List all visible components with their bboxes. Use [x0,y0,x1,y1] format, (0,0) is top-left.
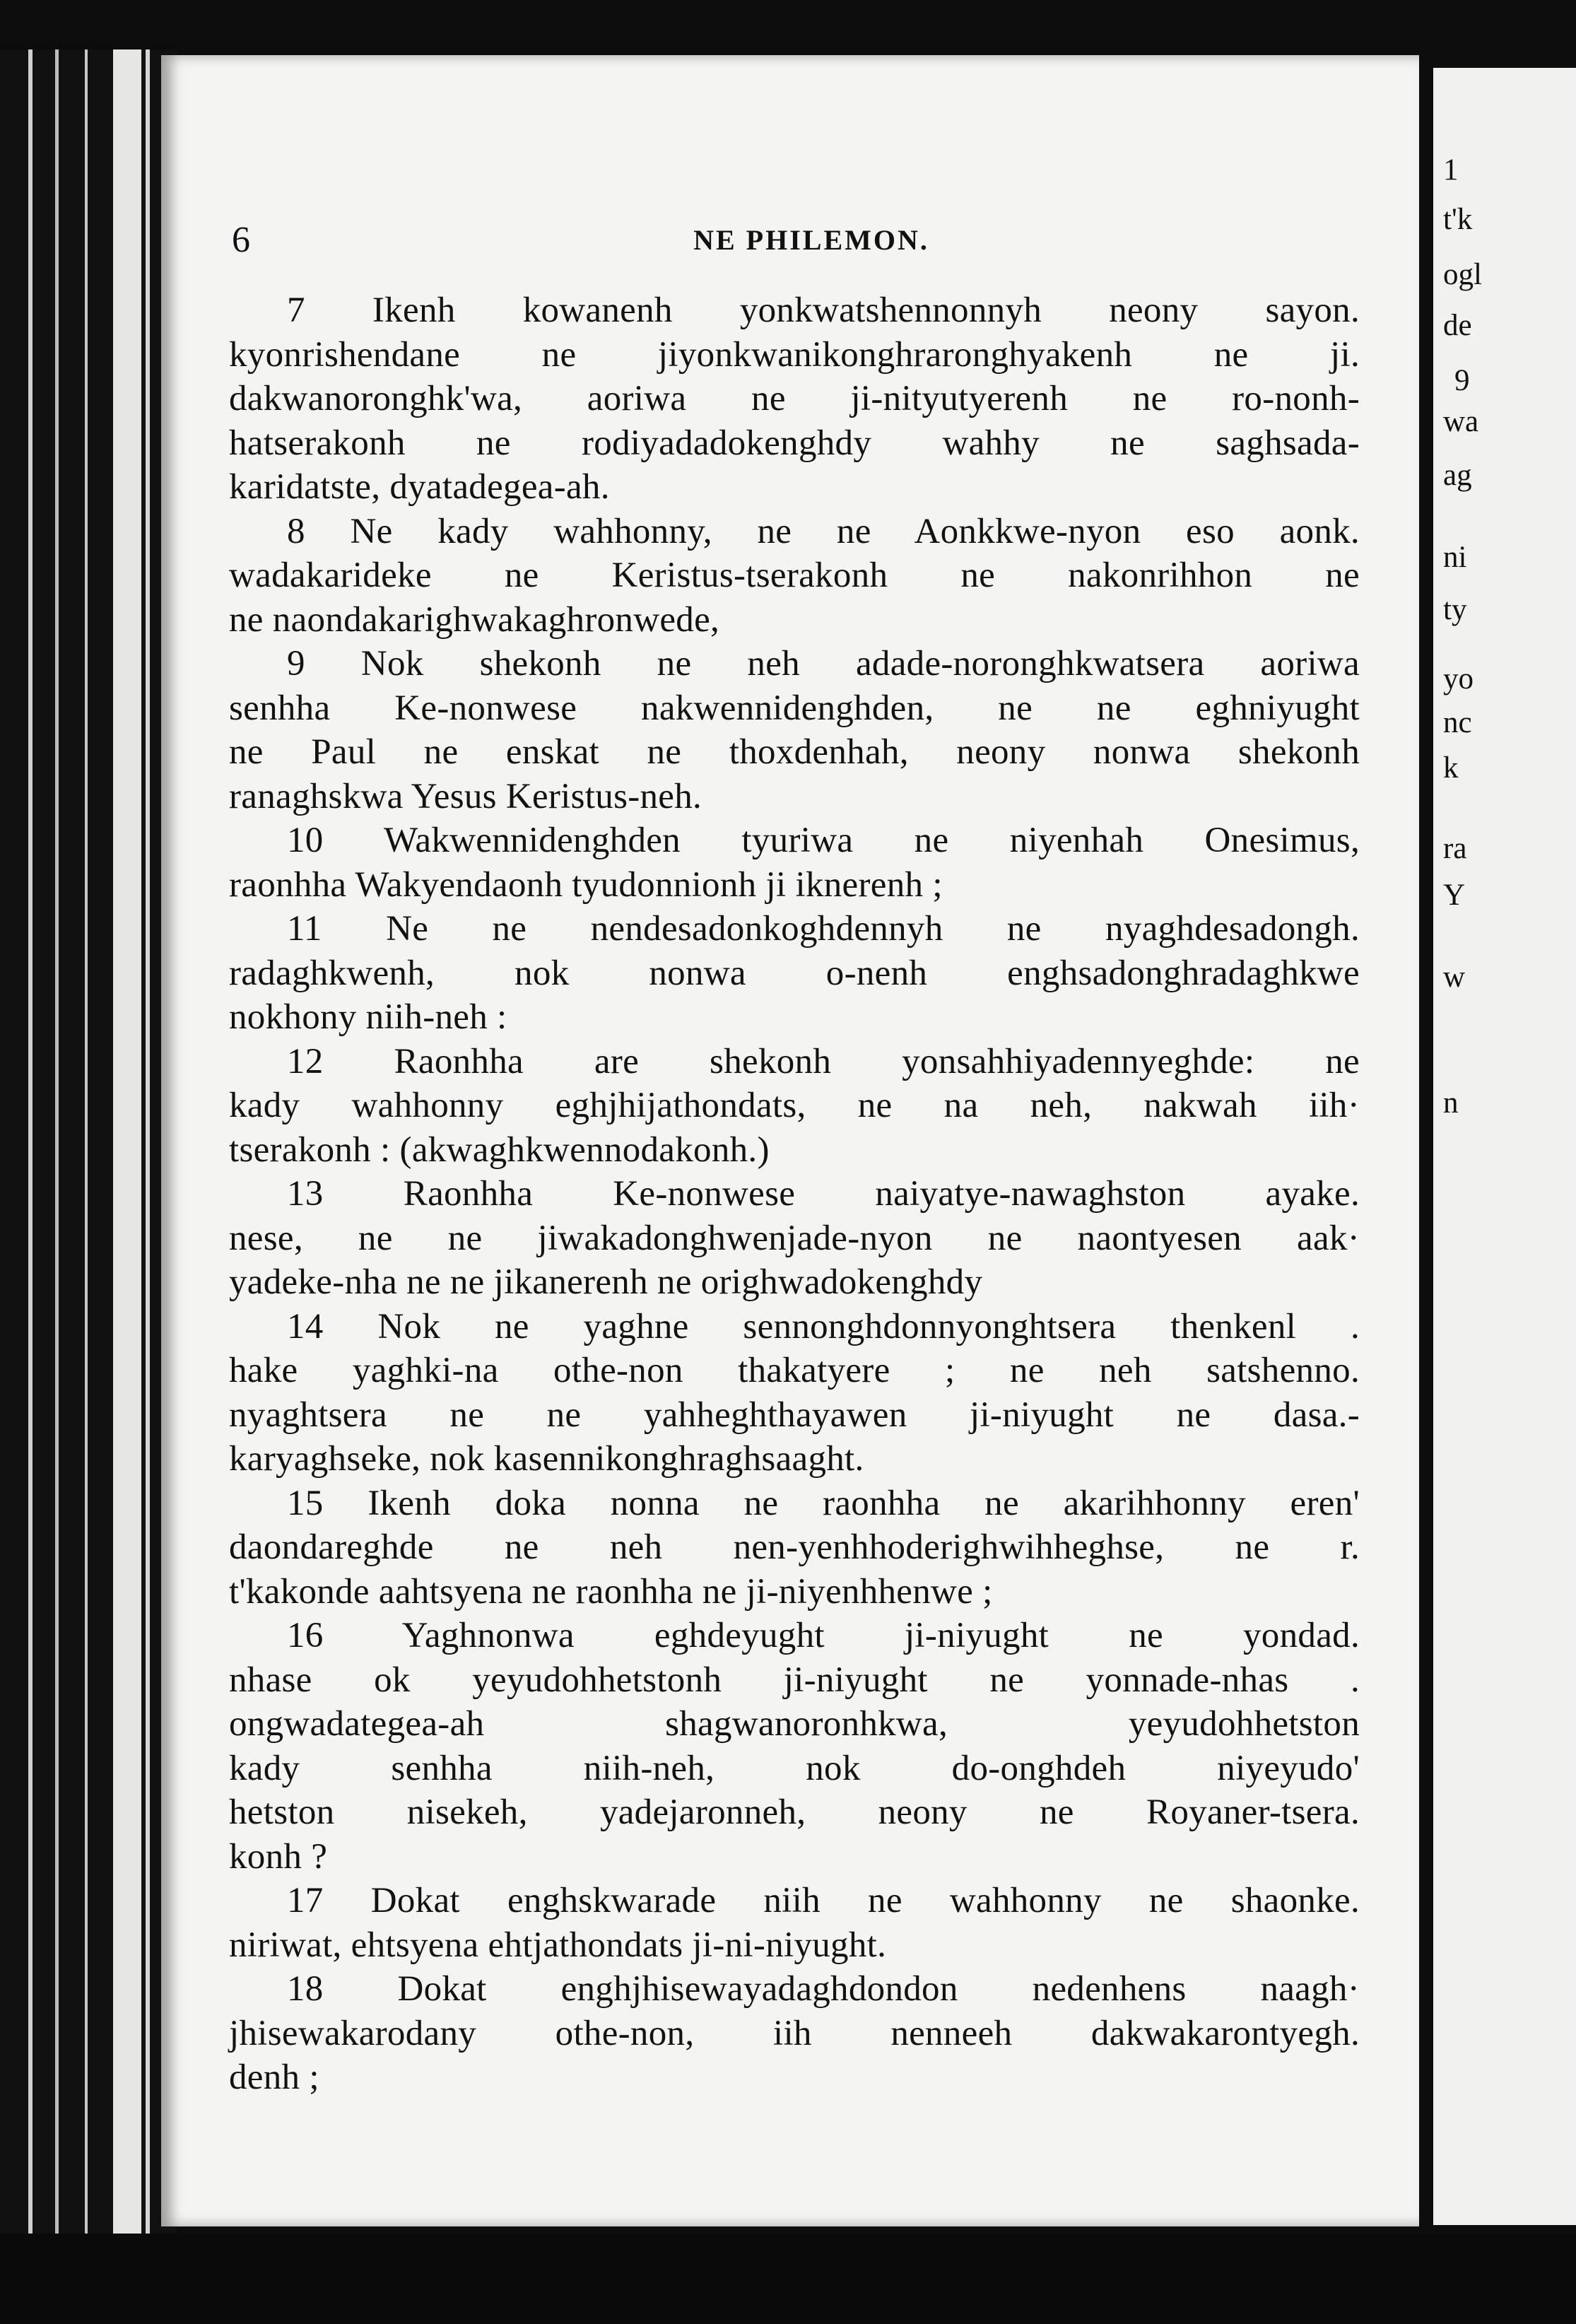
text-line: nyaghtsera ne ne yahheghthayawen ji-niyught ne dasa.- [229,1395,1360,1435]
text-line: kady senhha niih-neh, nok do-onghdeh niyeyudo' [229,1748,1360,1788]
text-line: 13 Raonhha Ke-nonwese naiyatye-nawaghston ayake. [287,1174,1360,1214]
facing-text-fragment: wa [1443,405,1479,438]
text-line: t'kakonde aahtsyena ne raonhha ne ji-niyenhhenwe ; [229,1571,993,1612]
text-line: 16 Yaghnonwa eghdeyught ji-niyught ne yondad. [287,1616,1360,1655]
text-line: daondareghde ne neh nen-yenhhoderighwihheghse, ne r. [229,1527,1360,1567]
text-line: jhisewakarodany othe-non, iih nenneeh dakwakarontyegh. [229,2013,1360,2053]
text-line: nokhony niih-neh : [229,997,507,1037]
text-line: 10 Wakwennidenghden tyuriwa ne niyenhah Onesimus, [287,821,1360,860]
text-line: karidatste, dyatadegea-ah. [229,467,610,507]
facing-text-fragment: ty [1443,593,1467,626]
text-line: 8 Ne kady wahhonny, ne ne Aonkkwe-nyon eso aonk. [287,511,1360,551]
text-line: hake yaghki-na othe-non thakatyere ; ne neh satshenno. [229,1351,1360,1390]
facing-text-fragment: ogl [1443,258,1482,291]
facing-page-fragment [1433,68,1576,2225]
text-line: kady wahhonny eghjhijathondats, ne na neh, nakwah iih· [229,1086,1360,1125]
text-line: senhha Ke-nonwese nakwennidenghden, ne ne eghniyught [229,688,1360,728]
text-line: kyonrishendane ne jiyonkwanikonghraronghyakenh ne ji. [229,334,1360,375]
facing-text-fragment: 9 [1454,364,1470,397]
facing-text-fragment: n [1443,1086,1459,1120]
text-line: ongwadategea-ah shagwanoronhkwa, yeyudohhetston [229,1704,1360,1744]
text-line: 14 Nok ne yaghne sennonghdonnyonghtsera thenkenl . [287,1306,1360,1346]
text-line: 11 Ne ne nendesadonkoghdennyh ne nyaghdesadongh. [287,909,1360,949]
facing-text-fragment: ag [1443,459,1472,492]
text-line: 18 Dokat enghjhisewayadaghdondon nedenhens naagh· [287,1969,1360,2009]
text-line: ranaghskwa Yesus Keristus-neh. [229,776,702,816]
facing-text-fragment: w [1443,961,1466,994]
running-head: NE PHILEMON. [693,224,929,256]
book-page [161,55,1419,2226]
text-line: nese, ne ne jiwakadonghwenjade-nyon ne naontyesen aak· [229,1218,1360,1258]
page-number: 6 [232,220,250,260]
text-line: tserakonh : (akwaghkwennodakonh.) [229,1129,770,1170]
text-line: denh ; [229,2058,319,2097]
text-line: 9 Nok shekonh ne neh adade-noronghkwatsera aoriwa [287,644,1360,683]
text-line: 7 Ikenh kowanenh yonkwatshennonnyh neony sayon. [287,290,1360,330]
facing-text-fragment: Y [1443,879,1466,912]
scan-border [0,2234,1576,2324]
text-line: radaghkwenh, nok nonwa o-nenh enghsadonghradaghkwe [229,953,1360,993]
facing-text-fragment: ni [1443,541,1467,574]
facing-text-fragment: 1 [1443,153,1459,187]
text-line: hatserakonh ne rodiyadadokenghdy wahhy ne saghsada- [229,423,1360,463]
text-line: konh ? [229,1836,328,1877]
facing-text-fragment: ra [1443,832,1467,865]
text-line: nhase ok yeyudohhetstonh ji-niyught ne yonnade-nhas . [229,1660,1360,1700]
facing-text-fragment: yo [1443,662,1474,696]
text-line: karyaghseke, nok kasennikonghraghsaaght. [229,1439,864,1479]
text-line: ne Paul ne enskat ne thoxdenhah, neony nonwa shekonh [229,732,1360,772]
text-line: wadakarideke ne Keristus-tserakonh ne nakonrihhon ne [229,556,1360,595]
page-header [232,219,1391,269]
text-line: ne naondakarighwakaghronwede, [229,599,720,640]
text-line: 17 Dokat enghskwarade niih ne wahhonny ne shaonke. [287,1881,1360,1920]
facing-text-fragment: nc [1443,706,1472,739]
text-line: raonhha Wakyendaonh tyudonnionh ji iknerenh ; [229,864,943,905]
facing-text-fragment: k [1443,751,1459,785]
book-spine-edge [0,49,177,2234]
text-line: dakwanoronghk'wa, aoriwa ne ji-nityutyerenh ne ro-nonh- [229,379,1360,418]
text-line: 15 Ikenh doka nonna ne raonhha ne akarihhonny eren' [287,1483,1360,1523]
text-line: yadeke-nha ne ne jikanerenh ne orighwadokenghdy [229,1262,983,1302]
text-line: 12 Raonhha are shekonh yonsahhiyadennyeghde: ne [287,1041,1360,1081]
text-line: hetston nisekeh, yadejaronneh, neony ne Royaner-tsera. [229,1792,1360,1832]
text-line: niriwat, ehtsyena ehtjathondats ji-ni-niyught. [229,1925,887,1965]
facing-text-fragment: t'k [1443,203,1473,236]
body-text [229,288,1360,2100]
facing-text-fragment: de [1443,309,1472,342]
